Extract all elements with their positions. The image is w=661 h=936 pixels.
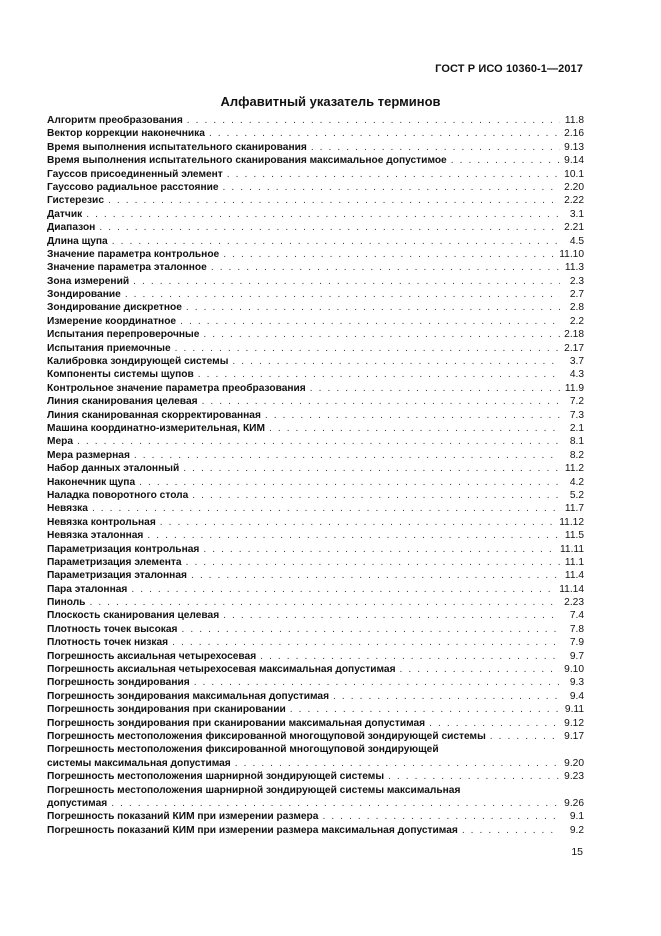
index-ref: 11.11 (560, 543, 584, 555)
index-term: Пиноль (47, 597, 86, 609)
index-ref: 2.18 (564, 329, 584, 341)
index-ref: 11.9 (564, 382, 584, 394)
index-entry-row (47, 449, 584, 462)
dot-leader (147, 529, 560, 542)
index-term: Гауссово радиальное расстояние (47, 181, 219, 193)
dot-leader (131, 583, 555, 596)
dot-leader (223, 181, 560, 194)
index-term: Набор данных эталонный (47, 463, 180, 475)
index-ref: 2.17 (564, 342, 584, 354)
index-ref: 4.5 (569, 235, 584, 247)
index-term: Машина координатно-измерительная, КИМ (47, 422, 265, 434)
index-entry-row (47, 757, 584, 770)
dot-leader (172, 636, 560, 649)
index-entry-row (47, 596, 584, 609)
dot-leader (186, 301, 560, 314)
page-number: 15 (571, 846, 583, 858)
index-entry (47, 690, 584, 703)
index-ref: 9.2 (569, 824, 584, 836)
index-entry-row (47, 569, 584, 582)
document-header: ГОСТ Р ИСО 10360-1—2017 (435, 63, 583, 75)
index-entry (47, 609, 584, 622)
index-term: Значение параметра контрольное (47, 248, 220, 260)
index-term: Погрешность местоположения шарнирной зондирующей системы максимальная (47, 784, 461, 796)
index-entry (47, 703, 584, 716)
index-term: Вектор коррекции наконечника (47, 128, 205, 140)
index-term: Наладка поворотного стола (47, 489, 189, 501)
index-ref: 9.17 (564, 730, 584, 742)
index-term: Плотность точек низкая (47, 637, 169, 649)
dot-leader (203, 328, 560, 341)
index-ref: 11.4 (564, 570, 584, 582)
index-entry (47, 168, 584, 181)
index-entry-row (47, 609, 584, 622)
index-ref: 2.20 (564, 181, 584, 193)
index-ref: 9.10 (564, 664, 584, 676)
index-ref: 9.23 (564, 771, 584, 783)
index-entry (47, 810, 584, 823)
index-ref: 8.2 (569, 449, 584, 461)
dot-leader (111, 797, 560, 810)
index-entry (47, 650, 584, 663)
dot-leader (311, 141, 560, 154)
index-term: Гистерезис (47, 195, 104, 207)
index-entry (47, 409, 584, 422)
index-term: Мера размерная (47, 449, 130, 461)
index-entry-row (47, 516, 584, 529)
index-term: Диапазон (47, 222, 96, 234)
dot-leader (186, 556, 560, 569)
dot-leader (108, 194, 560, 207)
index-entry-row (47, 368, 584, 381)
index-entry-row (47, 409, 584, 422)
index-entry (47, 462, 584, 475)
dot-leader (175, 342, 560, 355)
index-ref: 5.2 (569, 489, 584, 501)
index-ref: 4.3 (569, 369, 584, 381)
index-entry-row (47, 824, 584, 837)
index-term: Погрешность зондирования максимальная допустимая (47, 690, 330, 702)
index-term: Испытания перепроверочные (47, 329, 200, 341)
index-entry (47, 583, 584, 596)
dot-leader (451, 154, 560, 167)
index-term: Время выполнения испытательного сканирования максимальное допустимое (47, 155, 447, 167)
index-ref: 2.21 (564, 222, 584, 234)
index-term: Контрольное значение параметра преобразования (47, 382, 306, 394)
index-ref: 9.1 (569, 811, 584, 823)
index-term: Невязка (47, 503, 88, 515)
term-index (47, 114, 584, 837)
dot-leader (183, 462, 560, 475)
index-entry-row (47, 676, 584, 689)
index-ref: 9.7 (569, 650, 584, 662)
index-entry (47, 355, 584, 368)
index-entry (47, 529, 584, 542)
index-entry-row (47, 301, 584, 314)
dot-leader (429, 717, 560, 730)
index-term: Зондирование дискретное (47, 302, 182, 314)
index-ref: 7.3 (569, 409, 584, 421)
dot-leader (203, 543, 556, 556)
index-entry-row (47, 462, 584, 475)
index-term: Наконечник щупа (47, 476, 136, 488)
index-ref: 11.2 (564, 463, 584, 475)
index-entry-row (47, 730, 584, 743)
index-ref: 2.8 (569, 302, 584, 314)
index-entry (47, 301, 584, 314)
index-ref: 9.26 (564, 797, 584, 809)
index-entry-row (47, 556, 584, 569)
index-entry-row (47, 636, 584, 649)
index-term: Погрешность зондирования при сканировании (47, 704, 286, 716)
index-entry-row (47, 261, 584, 274)
index-entry-row (47, 543, 584, 556)
index-ref: 3.7 (569, 356, 584, 368)
index-entry-row (47, 168, 584, 181)
index-entry (47, 676, 584, 689)
index-entry (47, 596, 584, 609)
dot-leader (400, 663, 560, 676)
index-ref: 2.22 (564, 195, 584, 207)
dot-leader (134, 449, 560, 462)
index-entry-row (47, 663, 584, 676)
index-ref: 9.14 (564, 155, 584, 167)
index-term: Невязка эталонная (47, 530, 144, 542)
index-entry-row (47, 342, 584, 355)
index-ref: 9.11 (564, 704, 584, 716)
index-entry (47, 368, 584, 381)
dot-leader (290, 703, 560, 716)
index-ref: 9.4 (569, 690, 584, 702)
index-term: Значение параметра эталонное (47, 262, 207, 274)
index-term: Гауссов присоединенный элемент (47, 168, 223, 180)
index-term: Параметризация контрольная (47, 543, 200, 555)
index-entry-row (47, 650, 584, 663)
dot-leader (310, 382, 560, 395)
index-entry (47, 784, 584, 811)
index-entry-row (47, 395, 584, 408)
dot-leader (260, 650, 560, 663)
index-entry-row (47, 476, 584, 489)
dot-leader (388, 770, 560, 783)
index-ref: 10.1 (564, 168, 584, 180)
index-ref: 8.1 (569, 436, 584, 448)
dot-leader (125, 288, 560, 301)
index-entry (47, 181, 584, 194)
dot-leader (490, 730, 560, 743)
index-entry (47, 141, 584, 154)
index-title: Алфавитный указатель терминов (220, 94, 441, 109)
index-term: допустимая (47, 797, 108, 809)
index-entry-row (47, 114, 584, 127)
index-ref: 7.2 (569, 396, 584, 408)
index-entry-row (47, 810, 584, 823)
index-entry (47, 556, 584, 569)
index-ref: 2.1 (569, 422, 584, 434)
dot-leader (232, 355, 560, 368)
dot-leader (223, 248, 555, 261)
index-entry-row (47, 489, 584, 502)
index-ref: 4.2 (569, 476, 584, 488)
dot-leader (202, 395, 560, 408)
dot-leader (182, 623, 560, 636)
index-entry (47, 382, 584, 395)
index-entry (47, 154, 584, 167)
index-entry (47, 435, 584, 448)
index-term: Время выполнения испытательного сканирования (47, 141, 307, 153)
index-entry-row (47, 355, 584, 368)
index-entry (47, 449, 584, 462)
index-entry (47, 127, 584, 140)
index-entry-row (47, 382, 584, 395)
index-entry-row (47, 141, 584, 154)
dot-leader (86, 208, 560, 221)
index-entry (47, 221, 584, 234)
index-ref: 11.1 (564, 556, 584, 568)
index-term: Плотность точек высокая (47, 623, 178, 635)
index-entry (47, 663, 584, 676)
index-ref: 3.1 (569, 208, 584, 220)
index-entry-row (47, 315, 584, 328)
dot-leader (160, 516, 555, 529)
dot-leader (333, 690, 560, 703)
index-entry (47, 717, 584, 730)
dot-leader (265, 409, 560, 422)
index-entry (47, 315, 584, 328)
dot-leader (112, 235, 560, 248)
index-entry-row (47, 208, 584, 221)
index-ref: 11.7 (564, 503, 584, 515)
index-ref: 2.7 (569, 289, 584, 301)
index-ref: 11.10 (559, 248, 584, 260)
index-entry-row (47, 127, 584, 140)
index-ref: 9.3 (569, 677, 584, 689)
index-term: Компоненты системы щупов (47, 369, 194, 381)
dot-leader (191, 569, 560, 582)
dot-leader (209, 127, 560, 140)
index-ref: 9.12 (564, 717, 584, 729)
dot-leader (462, 824, 560, 837)
dot-leader (211, 261, 560, 274)
index-entry-row (47, 154, 584, 167)
index-ref: 11.8 (564, 115, 584, 126)
dot-leader (77, 435, 560, 448)
index-entry (47, 235, 584, 248)
dot-leader (99, 221, 560, 234)
index-ref: 7.8 (569, 623, 584, 635)
index-entry (47, 623, 584, 636)
index-term: системы максимальная допустимая (47, 757, 231, 769)
index-entry (47, 824, 584, 837)
dot-leader (322, 810, 560, 823)
index-term: Погрешность зондирования (47, 677, 190, 689)
dot-leader (269, 422, 560, 435)
index-entry (47, 208, 584, 221)
index-entry (47, 261, 584, 274)
index-term: Линия сканирования целевая (47, 396, 198, 408)
dot-leader (235, 757, 560, 770)
dot-leader (223, 609, 560, 622)
index-ref: 11.14 (559, 583, 584, 595)
index-entry (47, 288, 584, 301)
index-entry-row (47, 422, 584, 435)
index-ref: 11.3 (564, 262, 584, 274)
dot-leader (198, 368, 560, 381)
index-entry-row (47, 181, 584, 194)
index-ref: 2.16 (564, 128, 584, 140)
index-entry (47, 194, 584, 207)
index-ref: 7.9 (569, 637, 584, 649)
index-term: Погрешность местоположения фиксированной многощуповой зондирующей системы (47, 730, 486, 742)
index-entry-row (47, 248, 584, 261)
index-term: Погрешность аксиальная четырехосевая (47, 650, 257, 662)
index-term: Пара эталонная (47, 583, 128, 595)
index-term: Зона измерений (47, 275, 130, 287)
index-term: Калибровка зондирующей системы (47, 356, 229, 368)
index-ref: 2.3 (569, 275, 584, 287)
index-ref: 9.20 (564, 757, 584, 769)
index-term: Плоскость сканирования целевая (47, 610, 220, 622)
index-entry (47, 275, 584, 288)
index-term: Измерение координатное (47, 315, 177, 327)
index-ref: 2.2 (569, 315, 584, 327)
index-entry-row (47, 194, 584, 207)
index-entry-row (47, 703, 584, 716)
index-ref: 2.23 (564, 597, 584, 609)
dot-leader (92, 502, 560, 515)
index-ref: 11.5 (564, 530, 584, 542)
index-entry-row (47, 275, 584, 288)
index-entry (47, 328, 584, 341)
index-entry (47, 569, 584, 582)
dot-leader (227, 168, 560, 181)
index-entry-row (47, 288, 584, 301)
dot-leader (89, 596, 560, 609)
index-entry (47, 730, 584, 743)
index-term: Датчик (47, 208, 83, 220)
index-term: Алгоритм преобразования (47, 115, 183, 126)
index-entry (47, 342, 584, 355)
index-entry-row (47, 690, 584, 703)
index-entry (47, 636, 584, 649)
dot-leader (194, 676, 560, 689)
dot-leader (180, 315, 560, 328)
index-entry-row (47, 770, 584, 783)
index-entry-row (47, 797, 584, 810)
index-term: Параметризация элемента (47, 556, 182, 568)
index-entry-row (47, 235, 584, 248)
index-ref: 9.13 (564, 141, 584, 153)
index-entry-row (47, 328, 584, 341)
index-entry (47, 543, 584, 556)
index-entry (47, 248, 584, 261)
index-term: Невязка контрольная (47, 516, 156, 528)
index-term: Мера (47, 436, 74, 448)
index-entry-row (47, 623, 584, 636)
index-entry (47, 114, 584, 127)
index-term: Параметризация эталонная (47, 570, 187, 582)
index-entry-row (47, 583, 584, 596)
index-term: Погрешность местоположения фиксированной многощуповой зондирующей (47, 744, 439, 756)
index-entry-row (47, 717, 584, 730)
index-ref: 11.12 (559, 516, 584, 528)
index-term: Погрешность зондирования при сканировании максимальная допустимая (47, 717, 426, 729)
index-term: Длина щупа (47, 235, 108, 247)
index-entry (47, 489, 584, 502)
dot-leader (187, 114, 560, 127)
index-term: Погрешность показаний КИМ при измерении размера максимальная допустимая (47, 824, 458, 836)
index-entry-row (47, 529, 584, 542)
index-entry (47, 770, 584, 783)
index-entry (47, 422, 584, 435)
index-entry-row (47, 435, 584, 448)
index-term: Линия сканированная скорректированная (47, 409, 261, 421)
index-entry (47, 476, 584, 489)
dot-leader (192, 489, 560, 502)
index-entry (47, 502, 584, 515)
index-term: Погрешность местоположения шарнирной зондирующей системы (47, 771, 385, 783)
index-entry-row (47, 221, 584, 234)
index-entry (47, 743, 584, 770)
index-entry-row (47, 502, 584, 515)
dot-leader (133, 275, 560, 288)
index-term: Испытания приемочные (47, 342, 171, 354)
index-term: Зондирование (47, 289, 121, 301)
index-term: Погрешность показаний КИМ при измерении размера (47, 811, 319, 823)
dot-leader (139, 476, 560, 489)
index-entry (47, 516, 584, 529)
index-entry (47, 395, 584, 408)
index-term: Погрешность аксиальная четырехосевая максимальная допустимая (47, 664, 396, 676)
index-ref: 7.4 (569, 610, 584, 622)
